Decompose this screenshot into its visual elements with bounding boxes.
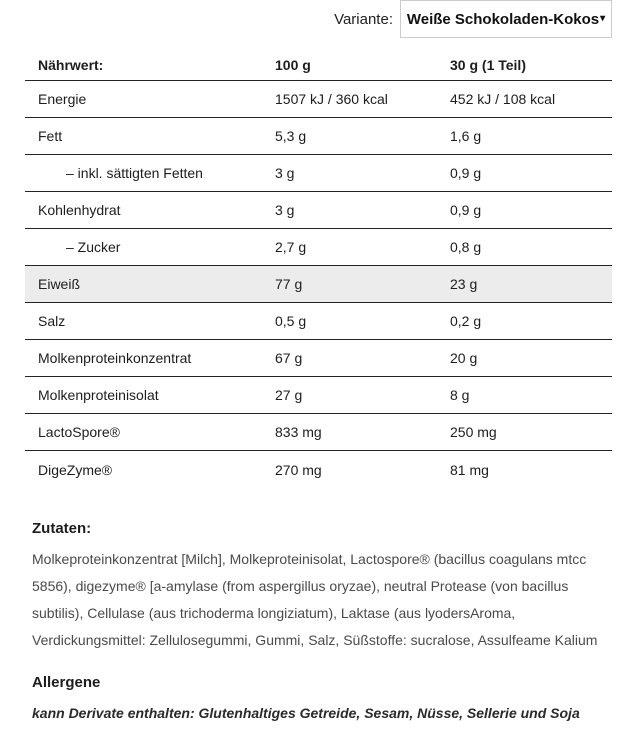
nutrient-label: Fett bbox=[38, 128, 63, 144]
value-30g: 23 g bbox=[450, 276, 478, 292]
nutrient-label: DigeZyme® bbox=[38, 462, 113, 478]
value-100g: 77 g bbox=[275, 276, 303, 292]
value-100g: 2,7 g bbox=[275, 239, 307, 255]
header-per-100g: 100 g bbox=[275, 57, 311, 73]
value-30g: 0,2 g bbox=[450, 313, 482, 329]
nutrient-label: Eiweiß bbox=[38, 276, 81, 292]
table-row-molkenproteinkonzentrat bbox=[25, 340, 612, 377]
nutrient-label: Energie bbox=[38, 91, 87, 107]
value-100g: 270 mg bbox=[275, 462, 322, 478]
value-100g: 3 g bbox=[275, 202, 295, 218]
value-100g: 1507 kJ / 360 kcal bbox=[275, 91, 388, 107]
value-30g: 81 mg bbox=[450, 462, 489, 478]
nutrient-label: – Zucker bbox=[66, 239, 121, 255]
table-row-gesaettigte-fetten bbox=[25, 155, 612, 192]
table-row-energie bbox=[25, 81, 612, 118]
table-row-molkenproteinisolat bbox=[25, 377, 612, 414]
table-row-fett bbox=[25, 118, 612, 155]
header-per-30g: 30 g (1 Teil) bbox=[450, 57, 526, 73]
variant-dropdown[interactable] bbox=[400, 0, 612, 38]
nutrient-label: – inkl. sättigten Fetten bbox=[66, 165, 203, 181]
value-30g: 0,9 g bbox=[450, 202, 482, 218]
ingredients-text: Molkeproteinkonzentrat [Milch], Molkeproteinisolat, Lactospore® (bacillus coagulans mtcc 5856), digezyme® [a-amylase (from aspergillus oryzae), neutral Protease (von bacillus subtilis), Cellulase (aus trichoderma longiziatum), Laktase (aus lyodersAroma, Verdickungsmittel: Zellulosegummi, Gummi, Salz, Süßstoffe: sucralose, Assulfeame Kalium bbox=[32, 551, 598, 648]
value-30g: 250 mg bbox=[450, 424, 497, 440]
nutrient-label: Molkenproteinkonzentrat bbox=[38, 350, 192, 366]
nutrient-label: Molkenproteinisolat bbox=[38, 387, 159, 403]
value-100g: 833 mg bbox=[275, 424, 322, 440]
value-30g: 1,6 g bbox=[450, 128, 482, 144]
value-100g: 5,3 g bbox=[275, 128, 307, 144]
table-row-lactospore bbox=[25, 414, 612, 451]
table-row-kohlenhydrat bbox=[25, 192, 612, 229]
table-row-salz bbox=[25, 303, 612, 340]
allergens-heading: Allergene bbox=[32, 674, 101, 691]
table-header-row bbox=[25, 50, 612, 81]
value-100g: 67 g bbox=[275, 350, 303, 366]
nutrition-table bbox=[25, 50, 612, 489]
value-30g: 452 kJ / 108 kcal bbox=[450, 91, 556, 107]
value-30g: 0,8 g bbox=[450, 239, 482, 255]
value-30g: 8 g bbox=[450, 387, 470, 403]
value-30g: 0,9 g bbox=[450, 165, 482, 181]
table-row-zucker bbox=[25, 229, 612, 266]
ingredients-heading: Zutaten: bbox=[32, 520, 92, 537]
value-100g: 0,5 g bbox=[275, 313, 307, 329]
chevron-down-icon: ▾ bbox=[600, 13, 606, 24]
value-100g: 27 g bbox=[275, 387, 303, 403]
header-nutrient: Nährwert: bbox=[38, 57, 104, 73]
table-row-digezyme bbox=[25, 451, 612, 489]
value-30g: 20 g bbox=[450, 350, 478, 366]
value-100g: 3 g bbox=[275, 165, 295, 181]
variant-selected-value: Weiße Schokoladen-Kokos bbox=[406, 10, 600, 28]
allergens-text: kann Derivate enthalten: Glutenhaltiges Getreide, Sesam, Nüsse, Sellerie und Soja bbox=[32, 705, 580, 721]
nutrient-label: LactoSpore® bbox=[38, 424, 120, 440]
nutrient-label: Kohlenhydrat bbox=[38, 202, 121, 218]
variant-bar bbox=[0, 0, 612, 38]
nutrient-label: Salz bbox=[38, 313, 66, 329]
variant-label: Variante: bbox=[334, 10, 393, 28]
table-row-eiweiss bbox=[25, 266, 612, 303]
